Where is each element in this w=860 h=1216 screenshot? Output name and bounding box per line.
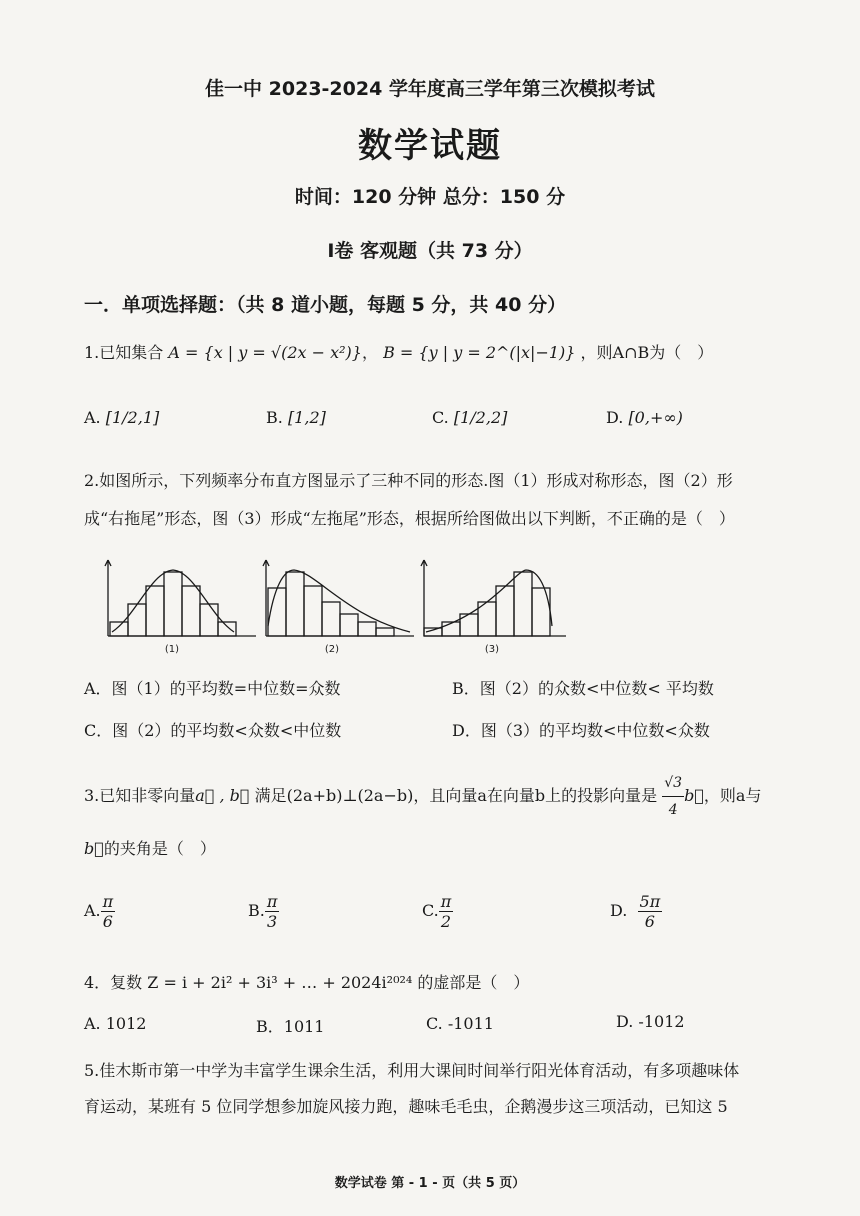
q4-option-d: D. -1012 — [616, 1012, 685, 1031]
q1-option-b: B. [1,2] — [266, 408, 326, 427]
q3-line1-a: 3.已知非零向量 — [84, 786, 196, 805]
histogram-3-label: (3) — [484, 644, 500, 655]
q3-option-b-den: 3 — [267, 912, 278, 931]
q3-projection-fraction: $\frac{√3}{4}$ — [662, 770, 684, 823]
q1-set-a: A = {x | y = √(2x − x²)} — [168, 343, 362, 362]
q1-option-d-value: [0,+∞) — [628, 408, 683, 427]
q1-option-c: C. [1/2,2] — [432, 408, 508, 427]
q3-option-d-den: 6 — [644, 912, 655, 931]
exam-title: 佳一中 2023-2024 学年度高三学年第三次模拟考试 — [205, 78, 655, 100]
time-info: 时间：120 分钟 总分：150 分 — [294, 186, 566, 208]
histogram-1-label: (1) — [164, 644, 180, 655]
q3-line1-b: 满足(2a+b)⊥(2a−b)，且向量a在向量b上的投影向量是 — [254, 786, 658, 805]
histogram-figures — [96, 556, 566, 656]
q3-line2: b⃗的夹角是（ ） — [84, 839, 216, 858]
question-1 — [84, 340, 713, 363]
q2-option-a: A．图（1）的平均数=中位数=众数 — [84, 679, 341, 698]
q3-option-d: D. $\frac{5\pi}{6}$ — [610, 892, 661, 931]
histogram-2 — [263, 560, 414, 636]
q1-prefix: 1.已知集合 — [84, 343, 164, 362]
q3-option-b: B. $\frac{\pi}{3}$ — [248, 892, 278, 931]
q3-option-a: A. $\frac{\pi}{6}$ — [84, 892, 114, 931]
page-footer: 数学试卷 第 - 1 - 页（共 5 页） — [334, 1176, 526, 1191]
q3-option-c-den: 2 — [440, 912, 452, 931]
q2-line1: 2.如图所示，下列频率分布直方图显示了三种不同的形态.图（1）形成对称形态，图（2）形 — [84, 471, 733, 490]
q1-option-d: D. [0,+∞) — [606, 408, 683, 427]
q1-option-c-value: [1/2,2] — [453, 408, 508, 427]
q3-line1-c: ，则a与 — [703, 786, 762, 805]
q4-option-a: A. 1012 — [84, 1014, 147, 1033]
q3-line1: 3.已知非零向量a⃗ , b⃗ 满足(2a+b)⊥(2a−b)，且向量a在向量b上的投影向量是 $\frac{√3}{4}$ b⃗，则a与 — [84, 770, 761, 823]
q3-option-a-den: 6 — [102, 912, 113, 931]
histogram-2-label: (2) — [324, 644, 340, 655]
subject-title: 数学试题 — [358, 126, 502, 166]
q3-option-d-num: 5π — [639, 892, 661, 911]
q2-line2: 成“右拖尾”形态，图（3）形成“左拖尾”形态，根据所给图做出以下判断，不正确的是（ ） — [84, 509, 735, 528]
histogram-1 — [105, 560, 256, 636]
histogram-3 — [421, 560, 566, 636]
q4-text: 4．复数 Z = i + 2i² + 3i³ + … + 2024i²⁰²⁴ 的虚部是（ ） — [84, 973, 530, 992]
part-heading: Ⅰ卷 客观题（共 73 分） — [327, 240, 533, 262]
q2-option-c: C．图（2）的平均数<众数<中位数 — [84, 721, 342, 740]
q4-option-b: B．1011 — [256, 1017, 325, 1036]
section-heading: 一．单项选择题：（共 8 道小题，每题 5 分，共 40 分） — [84, 294, 567, 316]
q2-option-b: B．图（2）的众数<中位数< 平均数 — [452, 679, 714, 698]
q2-option-d: D．图（3）的平均数<中位数<众数 — [452, 721, 710, 740]
q1-option-a-value: [1/2,1] — [105, 408, 160, 427]
q3-option-c: C. $\frac{\pi}{2}$ — [422, 892, 452, 931]
q5-line2: 育运动，某班有 5 位同学想参加旋风接力跑，趣味毛毛虫，企鹅漫步这三项活动，已知这 5 — [84, 1097, 728, 1116]
q5-line1: 5.佳木斯市第一中学为丰富学生课余生活，利用大课间时间举行阳光体育活动，有多项趣味体 — [84, 1061, 740, 1080]
q1-set-b: B = {y | y = 2^(|x|−1)} — [383, 343, 576, 362]
q3-line2-text: 的夹角是（ ） — [103, 839, 216, 858]
q4-option-c: C. -1011 — [426, 1014, 494, 1033]
q1-option-b-value: [1,2] — [287, 408, 326, 427]
q1-sep: ， — [361, 343, 378, 362]
q1-option-a: A. [1/2,1] — [84, 408, 160, 427]
q1-suffix: ，则A∩B为（ ） — [580, 343, 714, 362]
